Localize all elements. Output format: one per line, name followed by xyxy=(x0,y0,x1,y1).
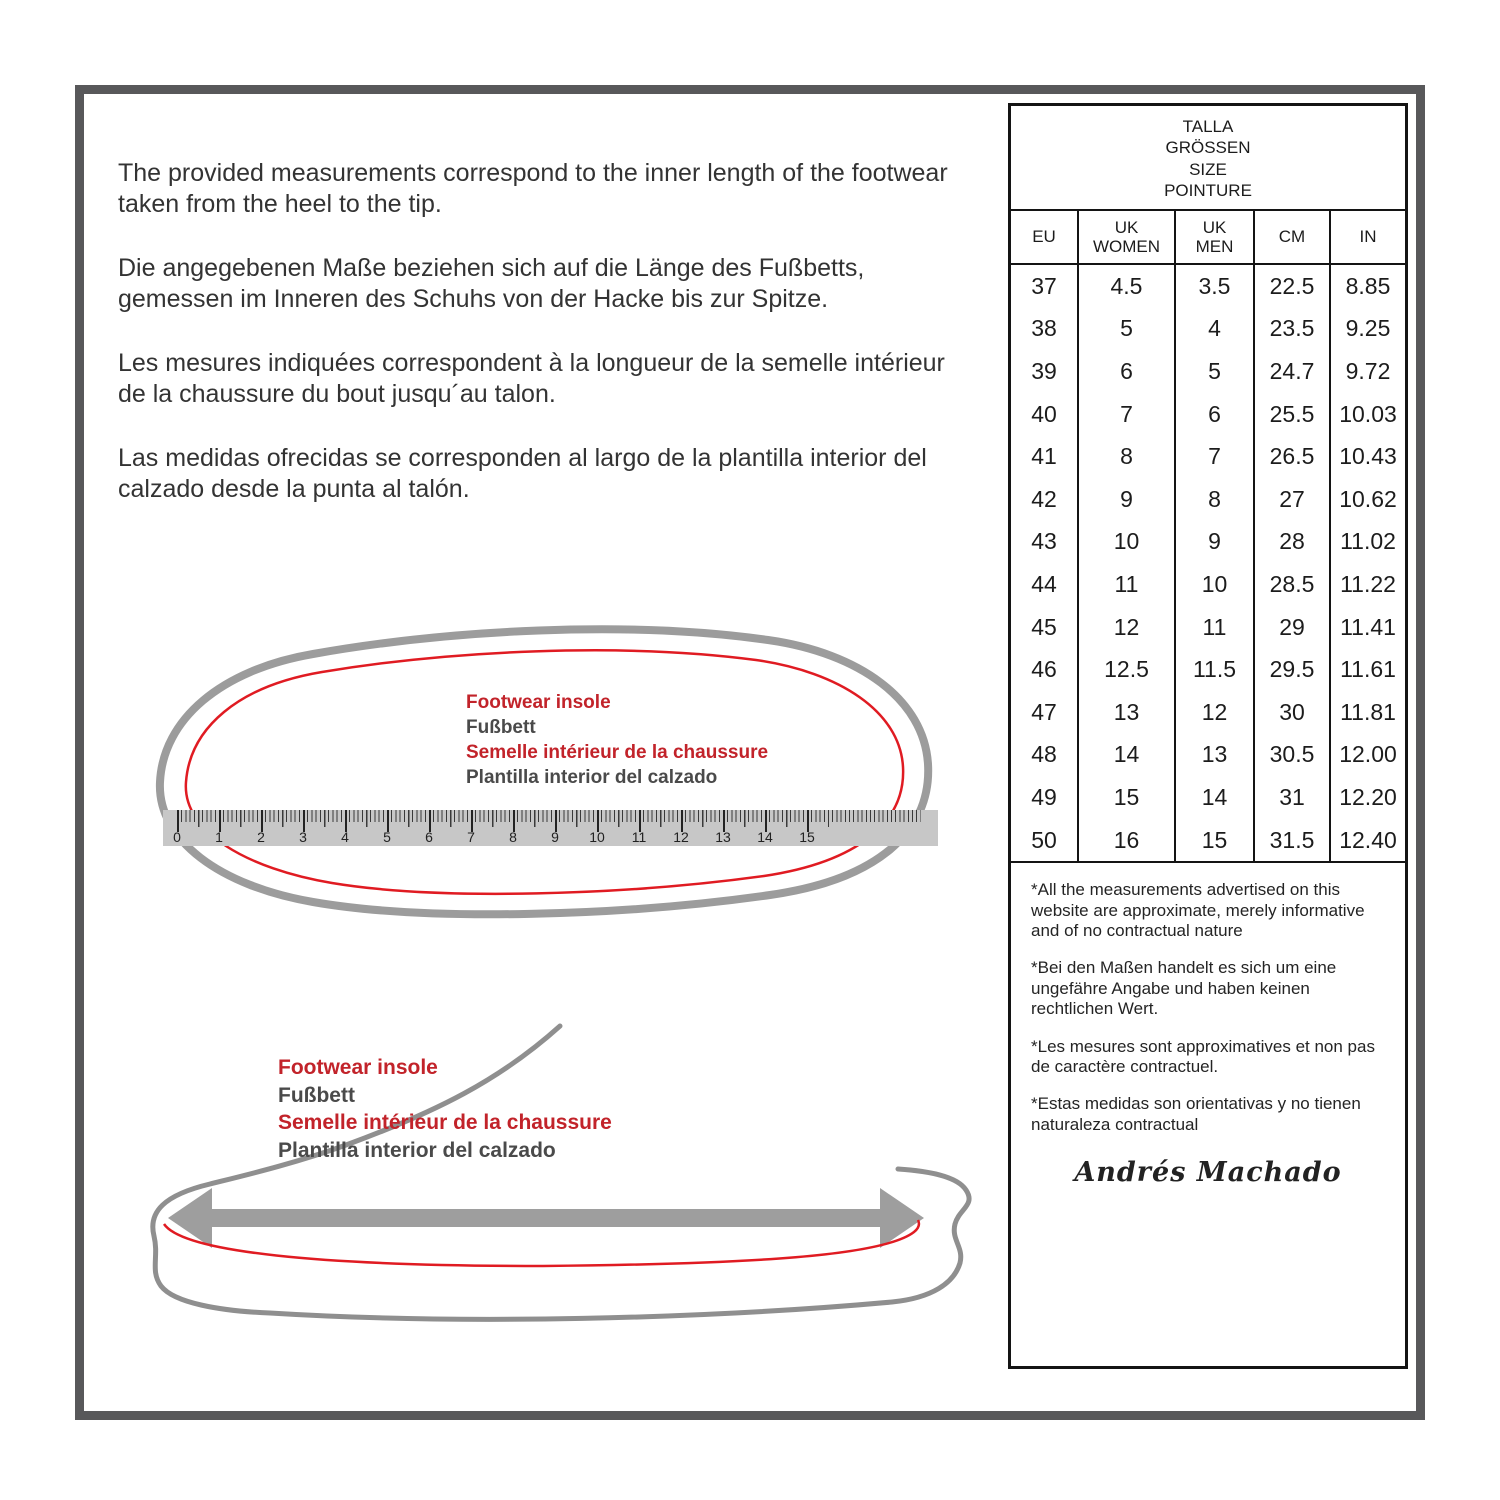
size-cell: 5 xyxy=(1077,308,1174,351)
ruler-number: 7 xyxy=(467,829,475,845)
size-cell: 25.5 xyxy=(1253,393,1329,436)
size-cell: 4 xyxy=(1174,308,1253,351)
ruler-number: 14 xyxy=(757,829,773,845)
size-cell: 12.20 xyxy=(1329,776,1405,819)
column-header-line: UK xyxy=(1202,217,1227,237)
size-cell: 10 xyxy=(1174,563,1253,606)
ruler-number: 5 xyxy=(383,829,391,845)
ruler-number: 10 xyxy=(589,829,605,845)
insole-labels xyxy=(466,690,768,790)
size-cell: 5 xyxy=(1174,350,1253,393)
footnote: *Bei den Maßen handelt es sich um eine ungefähre Angabe und haben keinen rechtlichen Wert. xyxy=(1031,958,1337,1019)
insole-label-red: Semelle intérieur de la chaussure xyxy=(278,1111,612,1135)
size-cell: 6 xyxy=(1174,393,1253,436)
size-table-title-line: GRÖSSEN xyxy=(1165,138,1251,158)
size-cell: 11.61 xyxy=(1329,648,1405,691)
column-header-line: IN xyxy=(1359,227,1377,247)
size-cell: 11 xyxy=(1077,563,1174,606)
size-cell: 29.5 xyxy=(1253,648,1329,691)
column-header-line: MEN xyxy=(1195,237,1234,256)
column-header xyxy=(1011,211,1077,263)
size-table-title-line: SIZE xyxy=(1189,159,1227,179)
size-cell: 12.40 xyxy=(1329,819,1405,862)
size-cell: 43 xyxy=(1031,528,1057,555)
intro-paragraph-fr: Les mesures indiquées correspondent à la longueur de la semelle intérieur de la chaussure du bout jusqu´au talon. xyxy=(118,349,945,408)
size-cell: 14 xyxy=(1077,734,1174,777)
size-table-rows xyxy=(1011,265,1405,863)
size-cell: 9 xyxy=(1174,521,1253,564)
insole-label-red: Footwear insole xyxy=(278,1056,438,1079)
size-table-column-headers xyxy=(1011,211,1405,265)
size-cell: 31 xyxy=(1253,776,1329,819)
size-cell: 15 xyxy=(1174,819,1253,862)
intro-paragraph-es: Las medidas ofrecidas se corresponden al largo de la plantilla interior del calzado desde la punta al talón. xyxy=(118,444,927,503)
brand-signature: Andrés Machado xyxy=(1074,1157,1342,1189)
size-cell: 39 xyxy=(1031,357,1057,384)
ruler-number: 11 xyxy=(631,829,647,845)
size-cell: 45 xyxy=(1031,613,1057,640)
size-cell: 13 xyxy=(1174,734,1253,777)
size-table-title-line: POINTURE xyxy=(1164,180,1252,200)
size-cell: 12 xyxy=(1174,691,1253,734)
size-cell: 28 xyxy=(1253,521,1329,564)
column-header xyxy=(1174,211,1253,263)
ruler-number: 15 xyxy=(799,829,815,845)
size-cell: 37 xyxy=(1031,272,1057,299)
size-cell: 46 xyxy=(1031,656,1057,683)
insole-label-gray: Plantilla interior del calzado xyxy=(278,1139,556,1163)
size-cell: 11.81 xyxy=(1329,691,1405,734)
size-cell: 30 xyxy=(1253,691,1329,734)
size-cell: 11.02 xyxy=(1329,521,1405,564)
size-cell: 9 xyxy=(1077,478,1174,521)
column-header xyxy=(1253,211,1329,263)
intro-paragraph-de: Die angegebenen Maße beziehen sich auf die Länge des Fußbetts, gemessen im Inneren des Schuhs von der Hacke bis zur Spitze. xyxy=(118,254,865,313)
ruler-number: 8 xyxy=(509,829,517,845)
size-cell: 3.5 xyxy=(1174,265,1253,308)
size-cell: 31.5 xyxy=(1253,819,1329,862)
size-cell: 42 xyxy=(1031,485,1057,512)
column-header xyxy=(1329,211,1405,263)
ruler-number: 3 xyxy=(299,829,307,845)
size-cell: 48 xyxy=(1031,741,1057,768)
size-cell: 50 xyxy=(1031,826,1057,853)
size-cell: 14 xyxy=(1174,776,1253,819)
size-cell: 47 xyxy=(1031,698,1057,725)
insole-label-gray: Fußbett xyxy=(466,717,536,739)
ruler-number: 12 xyxy=(673,829,689,845)
footnote: *All the measurements advertised on this website are approximate, merely informative and of no contractual nature xyxy=(1031,880,1365,941)
column-header-line: UK xyxy=(1114,217,1139,237)
insole-label-gray: Plantilla interior del calzado xyxy=(466,767,718,789)
insole-top-view-diagram xyxy=(108,592,978,957)
insole-label-red: Footwear insole xyxy=(466,692,611,713)
column-header-line: EU xyxy=(1032,227,1056,247)
size-cell: 7 xyxy=(1077,393,1174,436)
size-cell: 11.41 xyxy=(1329,606,1405,649)
shoe-side-view-diagram xyxy=(128,1012,998,1352)
intro-paragraph-en: The provided measurements correspond to the inner length of the footwear taken from the heel to the tip. xyxy=(118,159,948,218)
size-cell: 4.5 xyxy=(1077,265,1174,308)
size-cell: 13 xyxy=(1077,691,1174,734)
size-cell: 6 xyxy=(1077,350,1174,393)
ruler-number: 13 xyxy=(715,829,731,845)
size-cell: 9.72 xyxy=(1329,350,1405,393)
footnotes xyxy=(1011,863,1405,1135)
size-cell: 12.00 xyxy=(1329,734,1405,777)
shoe-diagram-labels xyxy=(278,1054,612,1165)
size-cell: 49 xyxy=(1031,783,1057,810)
size-cell: 8.85 xyxy=(1329,265,1405,308)
column-header-line: CM xyxy=(1278,227,1306,247)
size-cell: 10.43 xyxy=(1329,435,1405,478)
size-cell: 8 xyxy=(1174,478,1253,521)
length-arrow xyxy=(168,1188,924,1248)
ruler-number: 2 xyxy=(257,829,265,845)
ruler xyxy=(163,810,938,846)
insole-label-gray: Fußbett xyxy=(278,1083,355,1107)
size-cell: 22.5 xyxy=(1253,265,1329,308)
size-cell: 28.5 xyxy=(1253,563,1329,606)
size-table-title-line: TALLA xyxy=(1182,117,1234,136)
footnote: *Estas medidas son orientativas y no tienen naturaleza contractual xyxy=(1031,1094,1361,1134)
size-cell: 11 xyxy=(1174,606,1253,649)
size-cell: 16 xyxy=(1077,819,1174,862)
ruler-half-ticks xyxy=(177,810,829,827)
ruler-number: 9 xyxy=(551,829,559,845)
size-table-panel xyxy=(1008,103,1408,1369)
size-cell: 26.5 xyxy=(1253,435,1329,478)
column-header xyxy=(1077,211,1174,263)
column-header-line: WOMEN xyxy=(1092,237,1161,256)
size-cell: 12 xyxy=(1077,606,1174,649)
size-cell: 44 xyxy=(1031,570,1057,597)
size-cell: 7 xyxy=(1174,435,1253,478)
size-cell: 23.5 xyxy=(1253,308,1329,351)
ruler-number: 0 xyxy=(173,829,181,845)
size-cell: 10.62 xyxy=(1329,478,1405,521)
size-cell: 15 xyxy=(1077,776,1174,819)
size-cell: 11.22 xyxy=(1329,563,1405,606)
size-cell: 38 xyxy=(1031,315,1057,342)
insole-label-red: Semelle intérieur de la chaussure xyxy=(466,742,769,764)
size-cell: 10.03 xyxy=(1329,393,1405,436)
size-cell: 27 xyxy=(1253,478,1329,521)
size-cell: 12.5 xyxy=(1077,648,1174,691)
size-cell: 11.5 xyxy=(1174,648,1253,691)
size-cell: 30.5 xyxy=(1253,734,1329,777)
size-cell: 24.7 xyxy=(1253,350,1329,393)
size-cell: 8 xyxy=(1077,435,1174,478)
size-table-title xyxy=(1011,106,1405,211)
ruler-number: 1 xyxy=(215,829,223,845)
size-cell: 40 xyxy=(1031,400,1057,427)
ruler-number: 4 xyxy=(341,829,349,845)
ruler-number: 6 xyxy=(425,829,433,845)
footnote: *Les mesures sont approximatives et non pas de caractère contractuel. xyxy=(1031,1036,1375,1077)
size-cell: 29 xyxy=(1253,606,1329,649)
size-cell: 41 xyxy=(1031,443,1057,470)
intro-text xyxy=(118,158,966,538)
size-cell: 10 xyxy=(1077,521,1174,564)
size-cell: 9.25 xyxy=(1329,308,1405,351)
